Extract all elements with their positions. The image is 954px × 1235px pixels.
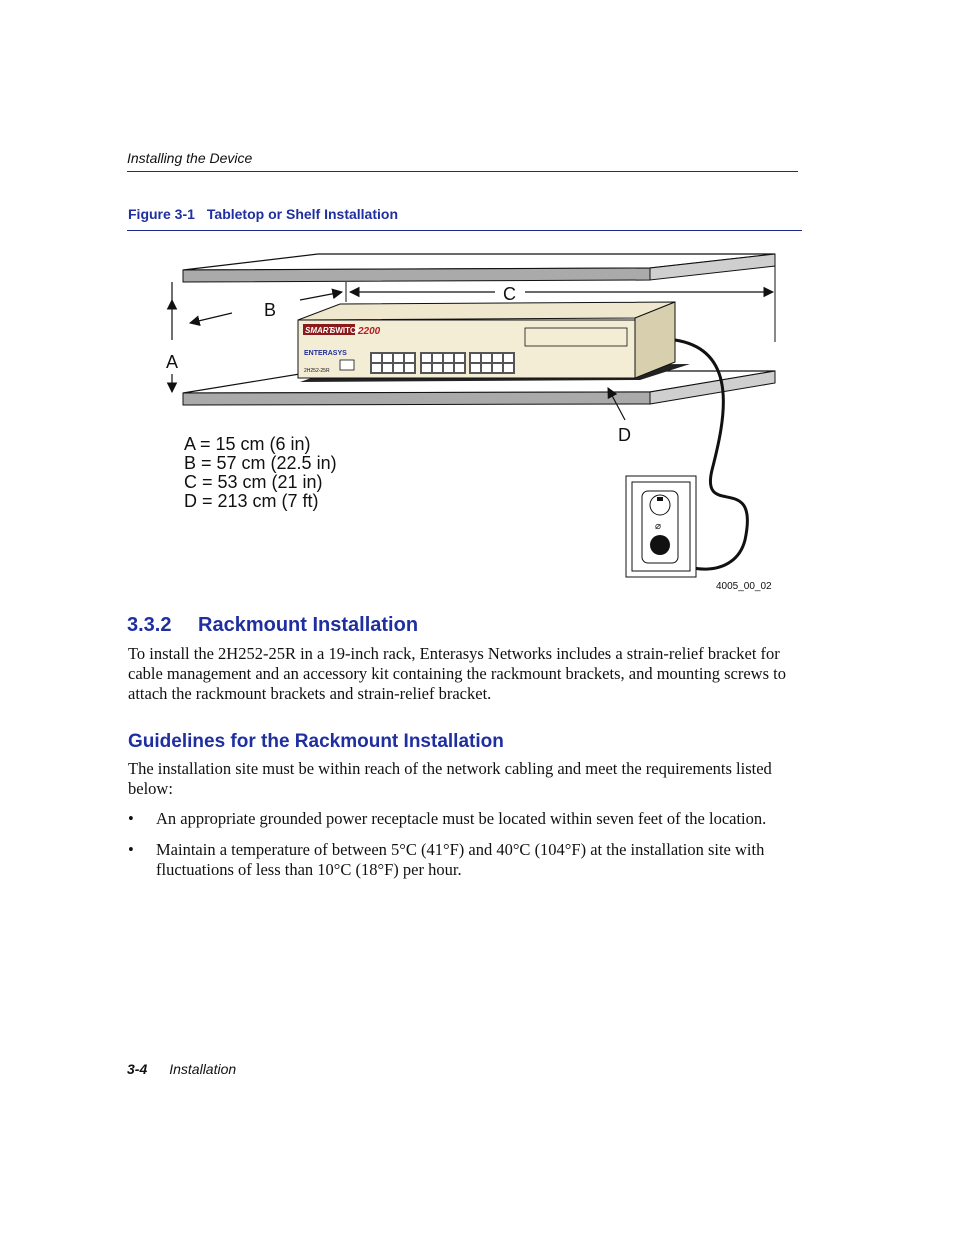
page-number: 3-4 — [127, 1061, 148, 1077]
section-title: Rackmount Installation — [198, 614, 419, 636]
brand-smart: SMART — [305, 326, 334, 335]
device-model: 2H252-25R — [304, 368, 330, 374]
guidelines-intro: The installation site must be within reach of the network cabling and meet the requirements listed below: — [128, 759, 772, 798]
label-c: C — [503, 284, 516, 304]
bullet-marker: • — [128, 840, 134, 859]
footer-chapter: Installation — [169, 1061, 237, 1077]
port-block — [370, 352, 515, 374]
figure-title: Tabletop or Shelf Installation — [206, 206, 398, 222]
figure-rule — [127, 230, 802, 231]
installation-figure — [150, 240, 790, 605]
section-body: To install the 2H252-25R in a 19-inch rack, Enterasys Networks includes a strain-relief bracket for cable management and an accessory kit containing the rackmount brackets, and mounting screws to attach the rackmount brackets and strain-relief bracket. — [128, 644, 786, 703]
brand-series: 2200 — [358, 326, 381, 337]
installation-diagram — [150, 240, 790, 600]
switch-device — [298, 302, 675, 378]
guidelines-heading: Guidelines for the Rackmount Installation — [128, 731, 504, 752]
dimension-b: B = 57 cm (22.5 in) — [184, 453, 337, 473]
dimension-a: A = 15 cm (6 in) — [184, 434, 311, 454]
upper-shelf — [183, 254, 775, 282]
wall-outlet — [626, 476, 696, 577]
page-footer — [127, 1061, 236, 1077]
label-b: B — [264, 300, 277, 320]
section-number: 3.3.2 — [127, 614, 172, 636]
list-item-text: An appropriate grounded power receptacle must be located within seven feet of the location. — [156, 809, 767, 828]
label-d: D — [618, 425, 631, 445]
maker-logo: ENTERASYS — [304, 350, 347, 357]
list-item-text: Maintain a temperature of between 5°C (41°F) and 40°C (104°F) at the installation site with fluctuations of less than 10°C (18°F) per hour. — [156, 840, 765, 879]
dimension-c: C = 53 cm (21 in) — [184, 472, 323, 492]
label-a: A — [166, 352, 179, 372]
figure-caption — [128, 206, 398, 222]
dimension-d: D = 213 cm (7 ft) — [184, 491, 319, 511]
running-header: Installing the Device — [127, 150, 253, 166]
bullet-marker: • — [128, 809, 134, 828]
section-heading — [127, 614, 418, 637]
figure-id: 4005_00_02 — [716, 581, 772, 592]
header-rule — [127, 171, 798, 172]
figure-number: Figure 3-1 — [128, 206, 195, 222]
svg-text:⌀: ⌀ — [655, 521, 662, 532]
brand-switch: SWITCH — [330, 326, 362, 335]
